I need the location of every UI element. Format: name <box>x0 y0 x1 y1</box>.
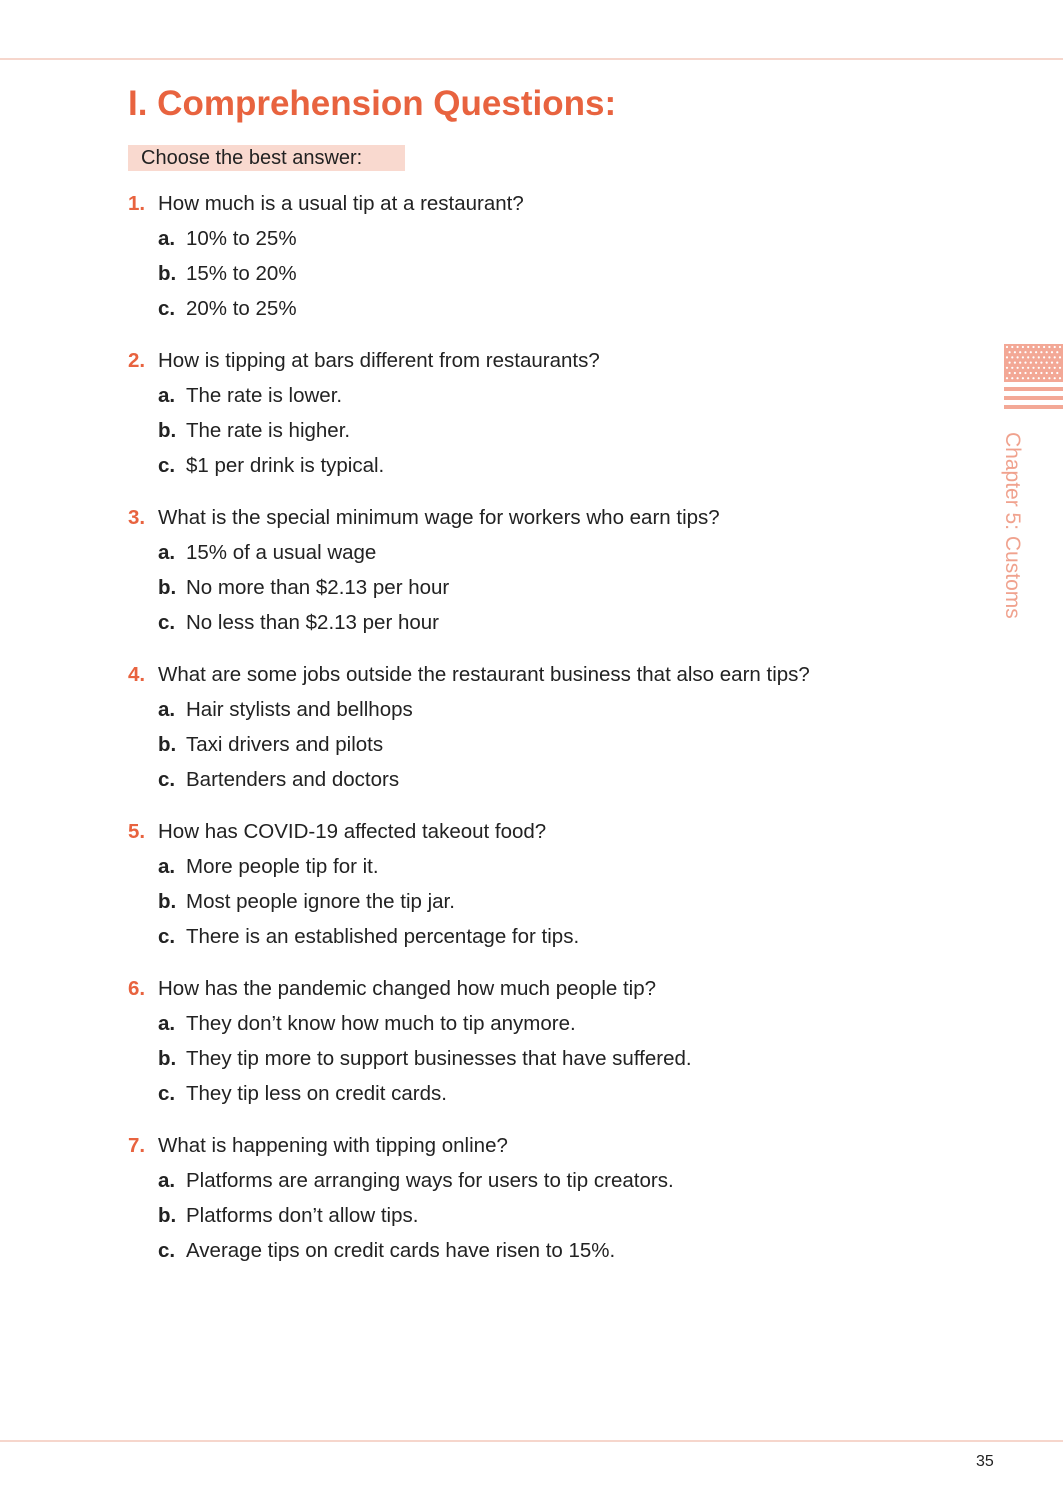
question-item <box>128 661 948 801</box>
answer-option <box>128 1010 948 1045</box>
question-row <box>128 190 948 225</box>
question-text: How is tipping at bars different from restaurants? <box>158 349 600 372</box>
option-text: No less than $2.13 per hour <box>186 611 439 634</box>
answer-option <box>128 382 948 417</box>
option-letter: b. <box>158 733 177 756</box>
question-item <box>128 347 948 487</box>
answer-option <box>128 923 948 958</box>
question-row <box>128 1132 948 1167</box>
question-item <box>128 818 948 958</box>
answer-option <box>128 1237 948 1272</box>
option-letter: c. <box>158 297 176 320</box>
question-item <box>128 190 948 330</box>
question-number: 7. <box>128 1134 146 1157</box>
option-letter: a. <box>158 855 176 878</box>
option-text: 20% to 25% <box>186 297 297 320</box>
option-letter: c. <box>158 1082 176 1105</box>
question-number: 6. <box>128 977 146 1000</box>
option-text: They don’t know how much to tip anymore. <box>186 1012 576 1035</box>
option-letter: b. <box>158 890 177 913</box>
option-text: They tip less on credit cards. <box>186 1082 447 1105</box>
question-item <box>128 975 948 1115</box>
option-text: More people tip for it. <box>186 855 379 878</box>
answer-option <box>128 696 948 731</box>
answer-option <box>128 539 948 574</box>
option-letter: b. <box>158 419 177 442</box>
option-text: 15% to 20% <box>186 262 297 285</box>
question-row <box>128 504 948 539</box>
option-letter: b. <box>158 262 177 285</box>
option-letter: a. <box>158 1169 176 1192</box>
option-letter: a. <box>158 227 176 250</box>
option-letter: b. <box>158 1047 177 1070</box>
option-letter: b. <box>158 1204 177 1227</box>
question-item <box>128 1132 948 1272</box>
us-flag-icon <box>1004 344 1063 410</box>
question-text: How has COVID-19 affected takeout food? <box>158 820 547 843</box>
option-letter: c. <box>158 925 176 948</box>
option-text: The rate is lower. <box>186 384 343 407</box>
option-text: Average tips on credit cards have risen to 15%. <box>186 1239 616 1262</box>
answer-option <box>128 295 948 330</box>
answer-option <box>128 260 948 295</box>
option-text: There is an established percentage for tips. <box>186 925 580 948</box>
question-number: 2. <box>128 349 146 372</box>
option-letter: c. <box>158 454 176 477</box>
question-number: 1. <box>128 192 146 215</box>
question-text: What is happening with tipping online? <box>158 1134 508 1157</box>
option-text: $1 per drink is typical. <box>186 454 385 477</box>
question-item <box>128 504 948 644</box>
option-letter: b. <box>158 576 177 599</box>
page-number: 35 <box>976 1453 994 1470</box>
option-text: No more than $2.13 per hour <box>186 576 450 599</box>
option-letter: c. <box>158 611 176 634</box>
answer-option <box>128 853 948 888</box>
option-text: Platforms are arranging ways for users to tip creators. <box>186 1169 674 1192</box>
option-letter: a. <box>158 541 176 564</box>
top-divider <box>0 58 1063 60</box>
answer-option <box>128 1167 948 1202</box>
question-number: 5. <box>128 820 146 843</box>
question-text: How much is a usual tip at a restaurant? <box>158 192 524 215</box>
option-text: The rate is higher. <box>186 419 351 442</box>
option-letter: a. <box>158 384 176 407</box>
question-row <box>128 975 948 1010</box>
answer-option <box>128 888 948 923</box>
answer-option <box>128 1080 948 1115</box>
answer-option <box>128 1045 948 1080</box>
question-number: 4. <box>128 663 146 686</box>
option-text: Platforms don’t allow tips. <box>186 1204 419 1227</box>
question-row <box>128 818 948 853</box>
answer-option <box>128 574 948 609</box>
page-title: I. Comprehension Questions: <box>128 84 617 123</box>
option-text: 10% to 25% <box>186 227 297 250</box>
option-text: Most people ignore the tip jar. <box>186 890 455 913</box>
question-text: How has the pandemic changed how much people tip? <box>158 977 657 1000</box>
answer-option <box>128 766 948 801</box>
option-letter: c. <box>158 768 176 791</box>
option-letter: a. <box>158 698 176 721</box>
answer-option <box>128 417 948 452</box>
bottom-divider <box>0 1440 1063 1442</box>
answer-option <box>128 609 948 644</box>
chapter-label: Chapter 5: Customs <box>1001 432 1024 619</box>
question-text: What are some jobs outside the restaurant business that also earn tips? <box>158 663 810 686</box>
option-text: 15% of a usual wage <box>186 541 377 564</box>
answer-option <box>128 1202 948 1237</box>
question-text: What is the special minimum wage for workers who earn tips? <box>158 506 720 529</box>
option-text: Bartenders and doctors <box>186 768 400 791</box>
question-number: 3. <box>128 506 146 529</box>
option-text: Taxi drivers and pilots <box>186 733 384 756</box>
answer-option <box>128 731 948 766</box>
answer-option <box>128 225 948 260</box>
option-letter: c. <box>158 1239 176 1262</box>
option-text: Hair stylists and bellhops <box>186 698 413 721</box>
option-letter: a. <box>158 1012 176 1035</box>
question-row <box>128 347 948 382</box>
answer-option <box>128 452 948 487</box>
option-text: They tip more to support businesses that have suffered. <box>186 1047 692 1070</box>
question-list <box>128 190 948 1289</box>
instruction-label: Choose the best answer: <box>128 145 405 171</box>
question-row <box>128 661 948 696</box>
